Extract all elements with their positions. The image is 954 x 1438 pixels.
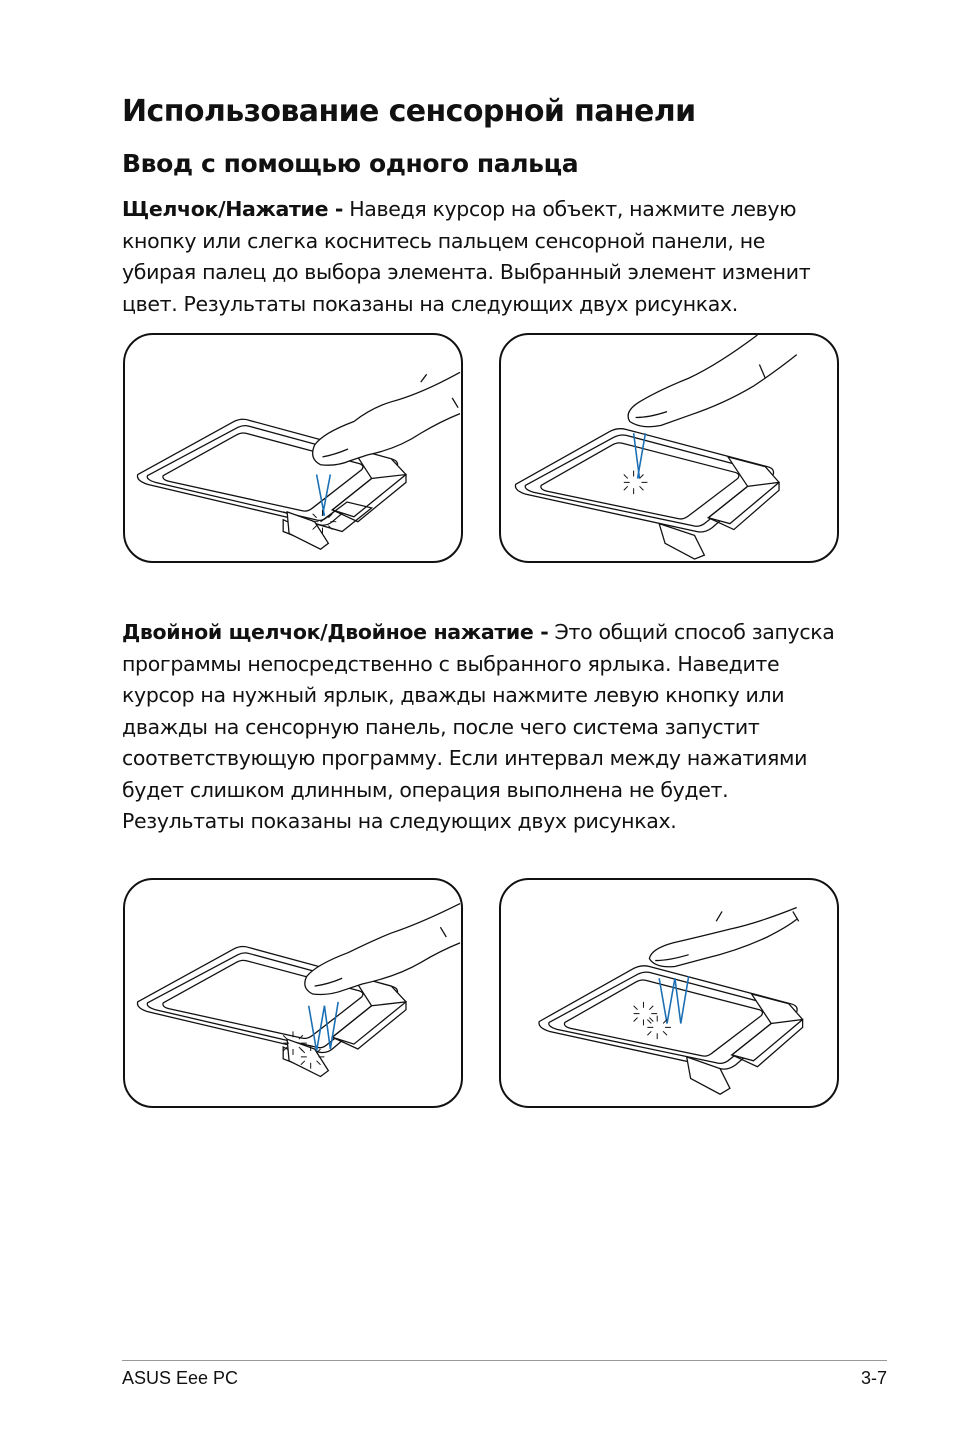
double-click-term: Двойной щелчок/Двойное нажатие - [122, 620, 549, 644]
footer-product-name: ASUS Eee PC [122, 1368, 239, 1388]
finger-double-tapping-left-button-icon [125, 880, 461, 1106]
figure-double-tap-touchpad [499, 878, 839, 1108]
finger-double-tapping-touchpad-icon [501, 880, 837, 1106]
figure-tap-touchpad [499, 333, 839, 563]
footer-page-number: 3-7 [860, 1368, 887, 1388]
figure-click-button [123, 333, 463, 563]
double-click-paragraph [122, 617, 842, 838]
click-tap-term: Щелчок/Нажатие - [122, 197, 344, 221]
finger-tapping-touchpad-icon [501, 335, 837, 561]
section-subtitle: Ввод с помощью одного пальца [122, 149, 579, 178]
finger-tapping-left-button-icon [125, 335, 461, 561]
figure-double-click-button [123, 878, 463, 1108]
footer-divider [122, 1360, 887, 1361]
click-tap-paragraph [122, 194, 842, 320]
page-title: Использование сенсорной панели [122, 94, 696, 129]
click-tap-text: Наведя курсор на объект, нажмите левую кнопку или слегка коснитесь пальцем сенсорной панели, не убирая палец до выбора элемента. Выбранный элемент изменит цвет. Результаты показаны на следующих двух рисунках. [122, 197, 811, 316]
double-click-text: Это общий способ запуска программы непосредственно с выбранного ярлыка. Наведите курсор на нужный ярлык, дважды нажмите левую кнопку или дважды на сенсорную панель, после чего система запустит соответствующую программу. Если интервал между нажатиями будет слишком длинным, операция выполнена не будет. Результаты показаны на следующих двух рисунках. [122, 620, 835, 833]
